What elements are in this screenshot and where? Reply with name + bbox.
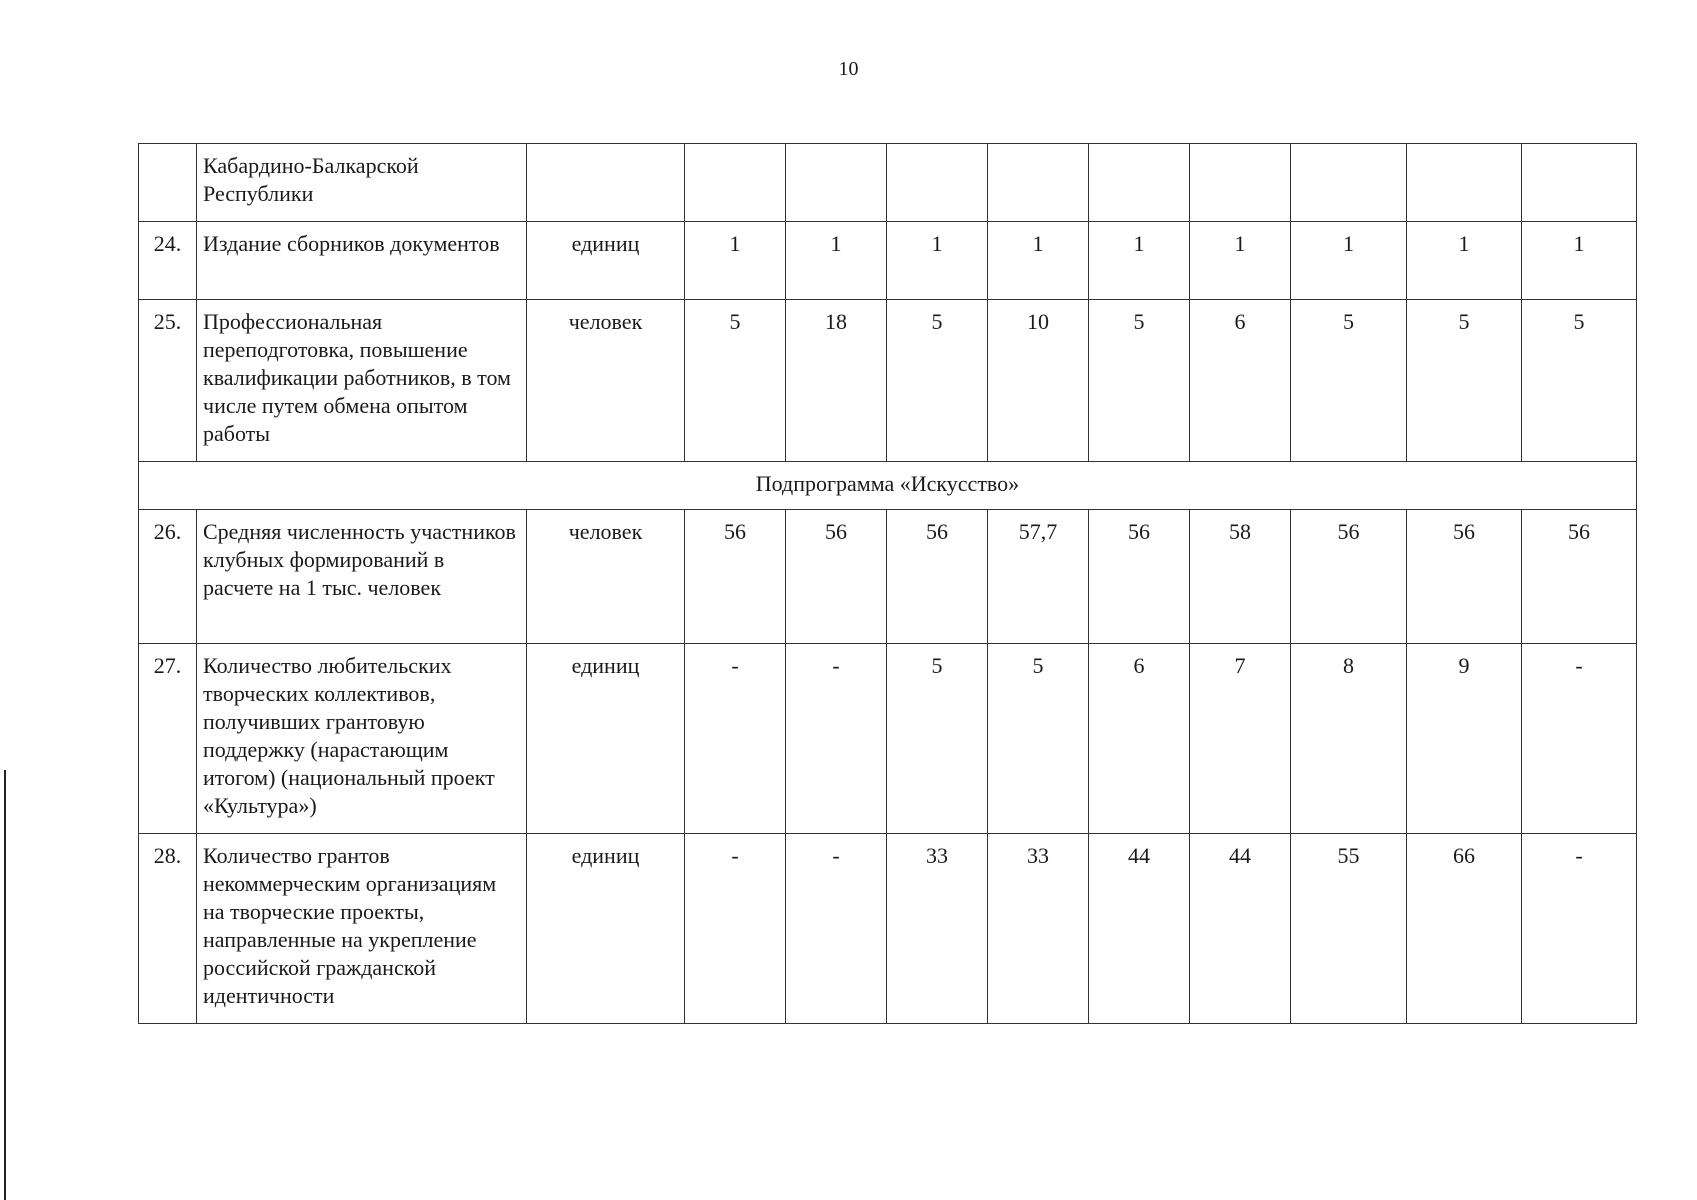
row-number: 27. (139, 644, 197, 834)
value-cell: 33 (887, 834, 988, 1024)
unit-cell: человек (527, 300, 685, 462)
row-number: 25. (139, 300, 197, 462)
value-cell: 57,7 (988, 510, 1089, 644)
value-cell: 1 (685, 222, 786, 300)
value-cell (1190, 144, 1291, 222)
indicator-name: Количество любительских творческих коллективов, получивших грантовую поддержку (нарастающим итогом) (национальный проект «Культура») (197, 644, 527, 834)
indicator-name: Профессиональная переподготовка, повышение квалификации работников, в том числе путем обмена опытом работы (197, 300, 527, 462)
value-cell: 56 (1291, 510, 1407, 644)
unit-cell: единиц (527, 644, 685, 834)
value-cell: 1 (1190, 222, 1291, 300)
value-cell: 5 (1291, 300, 1407, 462)
value-cell: 56 (887, 510, 988, 644)
table-row (139, 834, 1637, 1024)
value-cell: 58 (1190, 510, 1291, 644)
value-cell: 1 (1522, 222, 1637, 300)
value-cell: 5 (887, 300, 988, 462)
indicator-name: Кабардино-Балкарской Республики (197, 144, 527, 222)
value-cell: 1 (786, 222, 887, 300)
subprogram-row (139, 462, 1637, 510)
value-cell: 8 (1291, 644, 1407, 834)
value-cell: 1 (1291, 222, 1407, 300)
indicators-table (138, 143, 1637, 1024)
value-cell (1089, 144, 1190, 222)
unit-cell: единиц (527, 834, 685, 1024)
value-cell: 56 (685, 510, 786, 644)
value-cell: 5 (1522, 300, 1637, 462)
value-cell: 7 (1190, 644, 1291, 834)
table-row (139, 222, 1637, 300)
value-cell: 1 (1407, 222, 1522, 300)
value-cell: - (786, 834, 887, 1024)
value-cell (685, 144, 786, 222)
unit-cell: единиц (527, 222, 685, 300)
value-cell: 66 (1407, 834, 1522, 1024)
value-cell: 44 (1089, 834, 1190, 1024)
indicator-name: Средняя численность участников клубных формирований в расчете на 1 тыс. человек (197, 510, 527, 644)
value-cell: 56 (786, 510, 887, 644)
margin-line (4, 770, 6, 1200)
value-cell: 5 (1407, 300, 1522, 462)
value-cell: 6 (1190, 300, 1291, 462)
value-cell (1291, 144, 1407, 222)
value-cell: 1 (988, 222, 1089, 300)
value-cell: 55 (1291, 834, 1407, 1024)
value-cell: - (786, 644, 887, 834)
value-cell (887, 144, 988, 222)
value-cell: - (1522, 834, 1637, 1024)
value-cell: 1 (887, 222, 988, 300)
row-number: 28. (139, 834, 197, 1024)
value-cell: 5 (685, 300, 786, 462)
subprogram-title: Подпрограмма «Искусство» (139, 462, 1637, 510)
value-cell: 56 (1522, 510, 1637, 644)
indicator-name: Количество грантов некоммерческим организациям на творческие проекты, направленные на укрепление российской гражданской идентичности (197, 834, 527, 1024)
value-cell: 5 (887, 644, 988, 834)
value-cell: 9 (1407, 644, 1522, 834)
value-cell (988, 144, 1089, 222)
value-cell: 33 (988, 834, 1089, 1024)
row-number (139, 144, 197, 222)
table-row (139, 144, 1637, 222)
value-cell: 56 (1089, 510, 1190, 644)
row-number: 26. (139, 510, 197, 644)
value-cell (1407, 144, 1522, 222)
table-row (139, 510, 1637, 644)
value-cell: 5 (1089, 300, 1190, 462)
value-cell: 5 (988, 644, 1089, 834)
value-cell (786, 144, 887, 222)
unit-cell: человек (527, 510, 685, 644)
value-cell: - (685, 834, 786, 1024)
value-cell: 44 (1190, 834, 1291, 1024)
indicator-name: Издание сборников документов (197, 222, 527, 300)
row-number: 24. (139, 222, 197, 300)
value-cell: 1 (1089, 222, 1190, 300)
value-cell: 6 (1089, 644, 1190, 834)
value-cell: - (1522, 644, 1637, 834)
table-row (139, 300, 1637, 462)
value-cell (1522, 144, 1637, 222)
unit-cell (527, 144, 685, 222)
value-cell: 10 (988, 300, 1089, 462)
page-number: 10 (838, 58, 859, 80)
value-cell: 18 (786, 300, 887, 462)
table-row (139, 644, 1637, 834)
value-cell: 56 (1407, 510, 1522, 644)
value-cell: - (685, 644, 786, 834)
